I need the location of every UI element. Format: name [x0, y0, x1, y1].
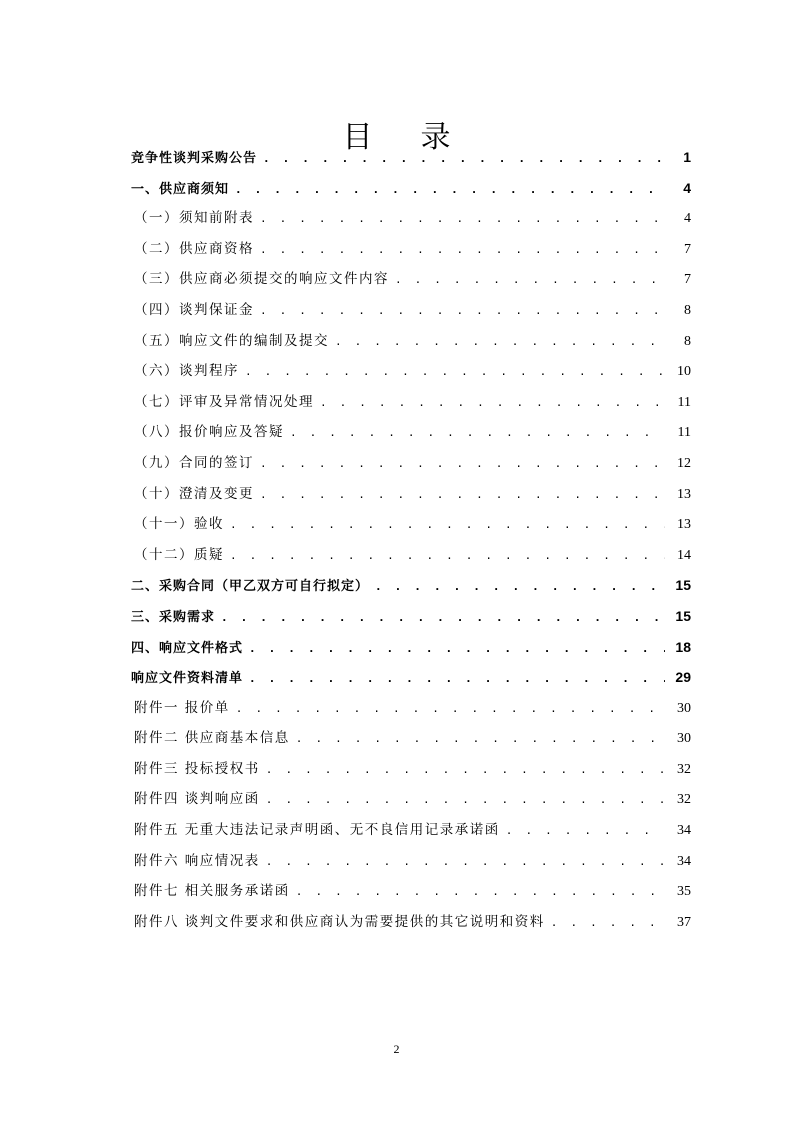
toc-entry-label: （六）谈判程序	[134, 363, 239, 380]
toc-entry[interactable]	[131, 264, 691, 295]
toc-entry-label: 二、采购合同（甲乙双方可自行拟定）	[131, 579, 370, 595]
toc-entry-page: 15	[675, 577, 691, 594]
toc-entry-label: 附件八 谈判文件要求和供应商认为需要提供的其它说明和资料	[134, 913, 545, 930]
toc-entry[interactable]	[131, 448, 691, 479]
toc-dot-leader	[260, 296, 665, 327]
toc-entry-page: 4	[684, 211, 691, 227]
toc-entry[interactable]	[131, 356, 691, 387]
toc-entry-page: 30	[677, 700, 691, 716]
toc-dot-leader	[266, 755, 665, 786]
toc-dot-leader	[263, 144, 665, 175]
toc-entry[interactable]	[131, 173, 691, 204]
toc-entry-page: 7	[684, 241, 691, 257]
toc-entry-page: 8	[684, 302, 691, 318]
toc-entry-page: 11	[677, 425, 691, 441]
toc-entry[interactable]	[131, 846, 691, 877]
toc-entry-page: 11	[677, 394, 691, 410]
toc-entry-label: （八）报价响应及答疑	[134, 424, 284, 441]
toc-entry[interactable]	[131, 754, 691, 785]
toc-dot-leader	[236, 694, 665, 725]
toc-entry-page: 1	[683, 149, 691, 165]
toc-entry-page: 4	[683, 179, 691, 196]
toc-entry[interactable]	[131, 784, 691, 815]
toc-dot-leader	[249, 664, 665, 695]
toc-entry-page: 14	[677, 547, 691, 563]
toc-entry-label: 附件二 供应商基本信息	[134, 730, 290, 747]
toc-entry-page: 18	[675, 638, 691, 655]
toc-entry-label: 附件六 响应情况表	[134, 852, 260, 869]
toc-dot-leader	[266, 785, 665, 816]
toc-entry-page: 35	[677, 884, 691, 900]
toc-dot-leader	[260, 480, 665, 511]
toc-dot-leader	[290, 418, 665, 449]
toc-entry-label: 附件五 无重大违法记录声明函、无不良信用记录承诺函	[134, 822, 500, 839]
toc-entry-label: （二）供应商资格	[134, 240, 254, 257]
toc-dot-leader	[260, 204, 665, 235]
toc-entry[interactable]	[131, 693, 691, 724]
toc-dot-leader	[320, 388, 665, 419]
toc-entry[interactable]	[131, 907, 691, 938]
toc-entry-label: 一、供应商须知	[131, 181, 230, 197]
toc-dot-leader	[335, 327, 665, 358]
toc-dot-leader	[296, 877, 665, 908]
toc-entry[interactable]	[131, 479, 691, 510]
toc-entry-label: （九）合同的签订	[134, 454, 254, 471]
toc-dot-leader	[266, 847, 665, 878]
toc-entry-page: 32	[677, 792, 691, 808]
toc-entry-label: 附件三 投标授权书	[134, 760, 260, 777]
toc-entry-page: 13	[677, 486, 691, 502]
toc-entry-label: 竞争性谈判采购公告	[131, 151, 258, 166]
toc-entry[interactable]	[131, 632, 691, 663]
toc-entry[interactable]	[131, 203, 691, 234]
toc-entry[interactable]	[131, 509, 691, 540]
toc-entry-page: 32	[677, 761, 691, 777]
toc-entry-label: 附件七 相关服务承诺函	[134, 883, 290, 900]
toc-entry[interactable]	[131, 662, 691, 693]
toc-entry[interactable]	[131, 876, 691, 907]
toc-entry[interactable]	[131, 601, 691, 632]
toc-dot-leader	[296, 724, 665, 755]
toc-entry-page: 12	[677, 455, 691, 471]
toc-entry-label: 四、响应文件格式	[131, 640, 244, 656]
toc-dot-leader	[506, 816, 665, 847]
toc-entry-label: （七）评审及异常情况处理	[134, 393, 314, 410]
toc-entry[interactable]	[131, 815, 691, 846]
toc-entry-page: 15	[675, 607, 691, 624]
toc-entry[interactable]	[131, 326, 691, 357]
toc-entry[interactable]	[131, 387, 691, 418]
toc-dot-leader	[245, 357, 665, 388]
toc-entry-page: 30	[677, 731, 691, 747]
toc-dot-leader	[249, 634, 665, 665]
toc-dot-leader	[230, 541, 665, 572]
toc-entry-page: 34	[677, 853, 691, 869]
toc-entry[interactable]	[131, 234, 691, 265]
table-of-contents	[131, 142, 691, 937]
toc-entry-page: 34	[677, 823, 691, 839]
toc-entry[interactable]	[131, 295, 691, 326]
toc-entry-label: 三、采购需求	[131, 609, 216, 625]
toc-entry-page: 10	[677, 364, 691, 380]
toc-entry-label: （五）响应文件的编制及提交	[134, 332, 329, 349]
toc-entry-label: 附件四 谈判响应函	[134, 791, 260, 808]
toc-dot-leader	[260, 449, 665, 480]
toc-entry-page: 29	[675, 669, 691, 686]
toc-entry-label: （一）须知前附表	[134, 210, 254, 227]
toc-dot-leader	[395, 265, 665, 296]
toc-dot-leader	[221, 603, 665, 634]
toc-dot-leader	[260, 235, 665, 266]
toc-dot-leader	[375, 572, 665, 603]
toc-entry[interactable]	[131, 142, 691, 173]
toc-entry-label: （十）澄清及变更	[134, 485, 254, 502]
toc-entry-page: 13	[677, 517, 691, 533]
toc-entry-label: （三）供应商必须提交的响应文件内容	[134, 271, 389, 288]
toc-entry[interactable]	[131, 570, 691, 601]
toc-entry[interactable]	[131, 417, 691, 448]
toc-dot-leader	[551, 908, 665, 939]
page-title: 目录	[342, 120, 499, 156]
toc-entry-page: 8	[684, 333, 691, 349]
toc-entry-page: 37	[677, 914, 691, 930]
toc-dot-leader	[230, 510, 665, 541]
toc-entry-page: 7	[684, 272, 691, 288]
toc-entry-label: （十二）质疑	[134, 546, 224, 563]
toc-entry-label: （十一）验收	[134, 516, 224, 533]
toc-entry-label: 响应文件资料清单	[131, 671, 244, 687]
page-number: 2	[393, 1042, 400, 1056]
toc-entry[interactable]	[131, 723, 691, 754]
toc-entry[interactable]	[131, 540, 691, 571]
toc-entry-label: （四）谈判保证金	[134, 301, 254, 318]
toc-entry-label: 附件一 报价单	[134, 699, 230, 716]
toc-dot-leader	[235, 175, 665, 206]
